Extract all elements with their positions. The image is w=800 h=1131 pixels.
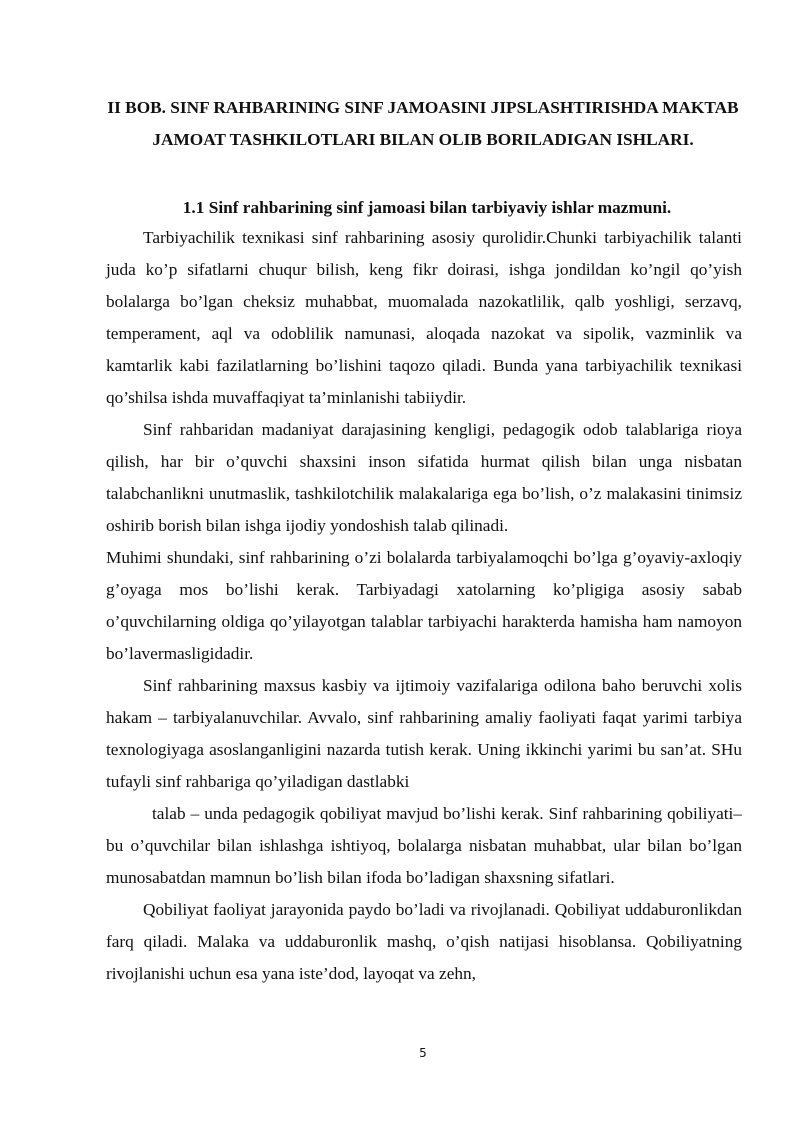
chapter-title: II BOB. SINF RAHBARINING SINF JAMOASINI JIPSLASHTIRISHDA MAKTAB JAMOAT TASHKILOTLARI BILAN OLIB BORILADIGAN ISHLARI. — [107, 98, 739, 149]
paragraph: Sinf rahbarining maxsus kasbiy va ijtimoiy vazifalariga odilona baho beruvchi xolis hakam – tarbiyalanuvchilar. Avvalo, sinf rahbarining amaliy faoliyati faqat yarimi tarbiya texnologiyaga asoslanganligini nazarda tutish kerak. Uning ikkinchi yarimi bu san’at. SHu tufayli sinf rahbariga qo’yiladigan dastlabki — [106, 676, 742, 791]
paragraph: talab – unda pedagogik qobiliyat mavjud bo’lishi kerak. Sinf rahbarining qobiliyati– bu o’quvchilar bilan ishlashga ishtiyoq, bolalarga nisbatan muhabbat, ular bilan bo’lgan munosabatdan mamnun bo’lish bilan ifoda bo’ladigan shaxsning sifatlari. — [106, 804, 742, 887]
paragraph: Qobiliyat faoliyat jarayonida paydo bo’ladi va rivojlanadi. Qobiliyat uddaburonlikdan farq qiladi. Malaka va uddaburonlik mashq, o’qish natijasi hisoblansa. Qobiliyatning rivojlanishi uchun esa yana iste’dod, layoqat va zehn, — [106, 900, 742, 983]
section-subtitle: 1.1 Sinf rahbarining sinf jamoasi bilan tarbiyaviy ishlar mazmuni. — [182, 198, 672, 217]
paragraph: Muhimi shundaki, sinf rahbarining o’zi bolalarda tarbiyalamoqchi bo’lga g’oyaviy-axloqiy g’oyaga mos bo’lishi kerak. Tarbiyadagi xatolarning ko’pligiga asosiy sabab o’quvchilarning oldiga qo’yilayotgan talablar tarbiyachi harakterda hamisha ham namoyon bo’lavermasligidadir. — [106, 548, 742, 663]
paragraph: Sinf rahbaridan madaniyat darajasining kengligi, pedagogik odob talablariga rioya qilish, har bir o’quvchi shaxsini inson sifatida hurmat qilish bilan unga nisbatan talabchanlikni unutmaslik, tashkilotchilik malakalariga ega bo’lish, o’z malakasini tinimsiz oshirib borish bilan ishga ijodiy yondoshish talab qilinadi. — [106, 420, 742, 535]
page-number: 5 — [419, 1046, 427, 1060]
body-text — [106, 222, 742, 990]
paragraph: Tarbiyachilik texnikasi sinf rahbarining asosiy qurolidir.Chunki tarbiyachilik talanti juda ko’p sifatlarni chuqur bilish, keng fikr doirasi, ishga jondildan ko’ngil qo’yish bolalarga bo’lgan cheksiz muhabbat, muomalada nazokatlilik, qalb yoshligi, serzavq, temperament, aql va odoblilik namunasi, aloqada nazokat va sipolik, vazminlik va kamtarlik kabi fazilatlarning bo’lishini taqozo qiladi. Bunda yana tarbiyachilik texnikasi qo’shilsa ishda muvaffaqiyat ta’minlanishi tabiiydir. — [106, 228, 742, 407]
